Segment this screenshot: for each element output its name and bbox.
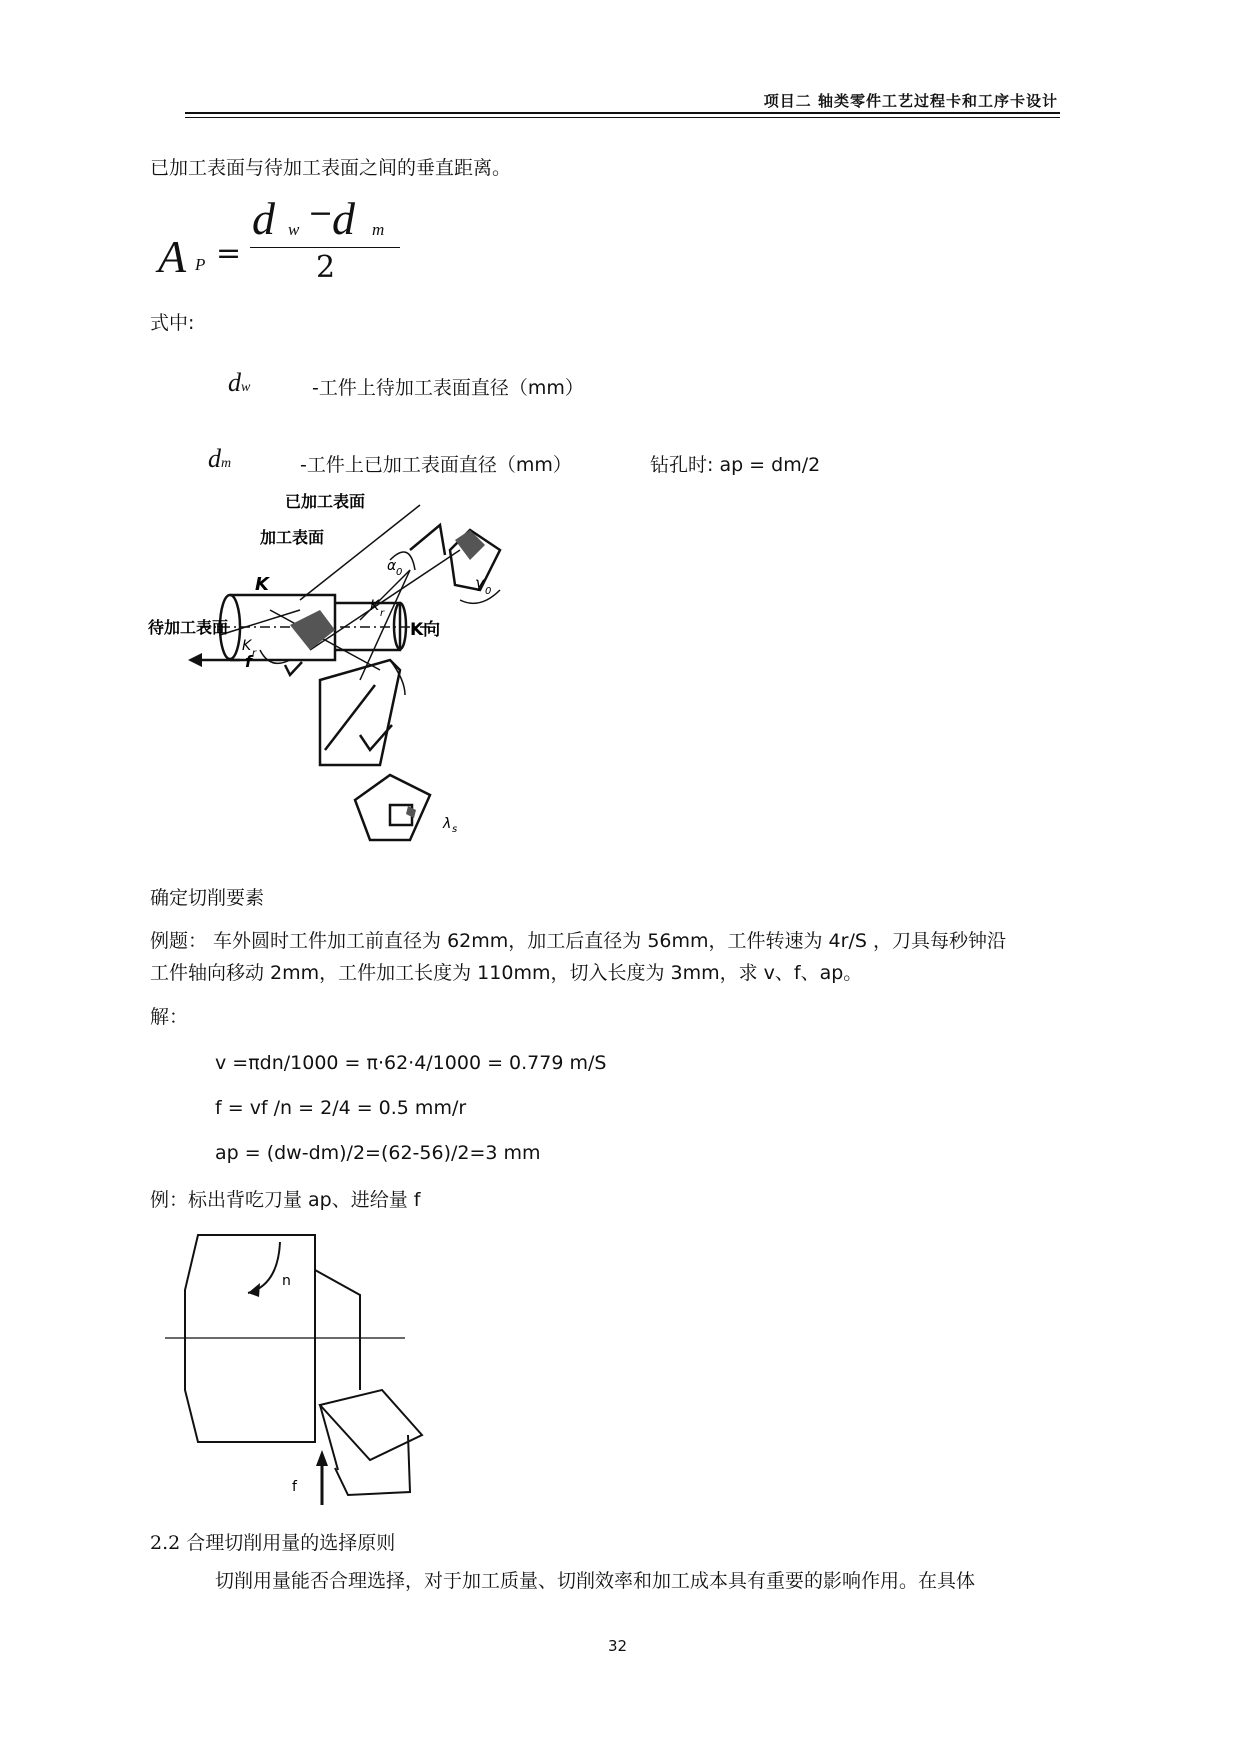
label-unmachined: 待加工表面 (148, 618, 229, 637)
feed-arrowhead (188, 653, 202, 667)
label-lambda-sub: s (452, 824, 458, 835)
formula-num-sub1: w (288, 220, 300, 239)
running-header: 项目二 轴类零件工艺过程卡和工序卡设计 (763, 92, 1058, 110)
section-heading-cutting-elements: 确定切削要素 (150, 887, 265, 909)
tool-edge-line (325, 685, 375, 750)
label-kr-sub: r (252, 648, 257, 659)
label-k-view: K向 (410, 620, 441, 640)
feed-arrowhead (316, 1450, 328, 1466)
k-view-hatch (406, 806, 416, 818)
fraction-bar (250, 247, 400, 248)
leader-machined (360, 570, 410, 620)
equation-depth: ap = (dw-dm)/2=(62-56)/2=3 mm (215, 1142, 541, 1164)
formula-num-d1: d (252, 193, 275, 244)
k-view-tool (355, 775, 430, 840)
formula-num-sub2: m (372, 220, 385, 239)
rotation-arrowhead (248, 1283, 260, 1297)
label-k: K (255, 574, 269, 595)
label-lambda: λ (443, 816, 452, 832)
leader-unmachined (220, 610, 300, 635)
machined-shoulder (315, 1270, 360, 1390)
label-alpha: α (387, 558, 397, 574)
label-machined: 已加工表面 (285, 492, 366, 511)
formula-num-d2: d (332, 193, 355, 244)
tool-hatch (455, 530, 485, 560)
label-feed: f (245, 652, 252, 671)
tool-top-face (320, 1390, 422, 1460)
check-mark-2 (285, 662, 302, 675)
label-kr: K (242, 638, 252, 654)
tool-section-edge (410, 525, 445, 555)
example2-text: 例：标出背吃刀量 ap、进给量 f (150, 1189, 421, 1211)
label-gamma-sub: 0 (485, 586, 492, 597)
def-symbol: d (228, 368, 241, 397)
label-gamma: γ (475, 574, 484, 592)
gamma-arc (460, 590, 500, 603)
solution-label: 解： (150, 1006, 189, 1028)
tool-body-front (335, 1435, 410, 1495)
label-f: f (292, 1479, 297, 1495)
kr-arc (260, 650, 290, 663)
example-line-2: 工件轴向移动 2mm，工件加工长度为 110mm，切入长度为 3mm，求 v、f、ap。 (150, 962, 863, 984)
formula-denominator: 2 (316, 250, 336, 285)
formula-lhs: A (158, 231, 187, 282)
drilling-note: 钻孔时: ap = dm/2 (650, 454, 821, 476)
formula-equals: = (216, 236, 242, 271)
chip-hatch (290, 610, 335, 650)
definition-text: -工件上待加工表面直径（mm） (312, 377, 584, 399)
label-kr2: K (370, 598, 380, 614)
def-symbol-sub: w (241, 380, 251, 395)
label-cutting: 加工表面 (260, 528, 325, 547)
formula-minus: − (308, 196, 334, 231)
definition-dm (208, 444, 231, 474)
page-number: 32 (608, 1637, 628, 1655)
section-2-2-heading: 2.2 合理切削用量的选择原则 (150, 1532, 396, 1554)
label-n: n (282, 1273, 291, 1289)
rotation-arc (248, 1242, 280, 1293)
turning-diagram-figure (160, 1230, 420, 1510)
definition-dw (228, 368, 250, 398)
check-mark-1 (360, 725, 392, 750)
where-label: 式中: (150, 312, 195, 334)
example-line-1: 例题： 车外圆时工件加工前直径为 62mm，加工后直径为 56mm，工件转速为 4r/S ，刀具每秒钟沿 (150, 930, 1006, 952)
def-symbol: d (208, 444, 221, 473)
cutting-geometry-figure (148, 492, 580, 855)
formula (150, 193, 410, 300)
header-rule-thin (185, 117, 1060, 118)
header-rule-thick (185, 112, 1060, 114)
label-alpha-sub: 0 (396, 567, 403, 578)
intro-text: 已加工表面与待加工表面之间的垂直距离。 (150, 157, 512, 179)
section-2-2-paragraph: 切削用量能否合理选择，对于加工质量、切削效率和加工成本具有重要的影响作用。在具体 (215, 1570, 976, 1592)
def-symbol-sub: m (221, 456, 232, 471)
equation-velocity: v =πdn/1000 = π·62·4/1000 = 0.779 m/S (215, 1052, 607, 1074)
definition-text: -工件上已加工表面直径（mm） (300, 454, 572, 476)
label-kr2-sub: r (380, 608, 385, 619)
equation-feed: f = vf /n = 2/4 = 0.5 mm/r (215, 1097, 467, 1119)
tool-body (320, 660, 400, 765)
formula-lhs-sub: P (195, 255, 206, 274)
